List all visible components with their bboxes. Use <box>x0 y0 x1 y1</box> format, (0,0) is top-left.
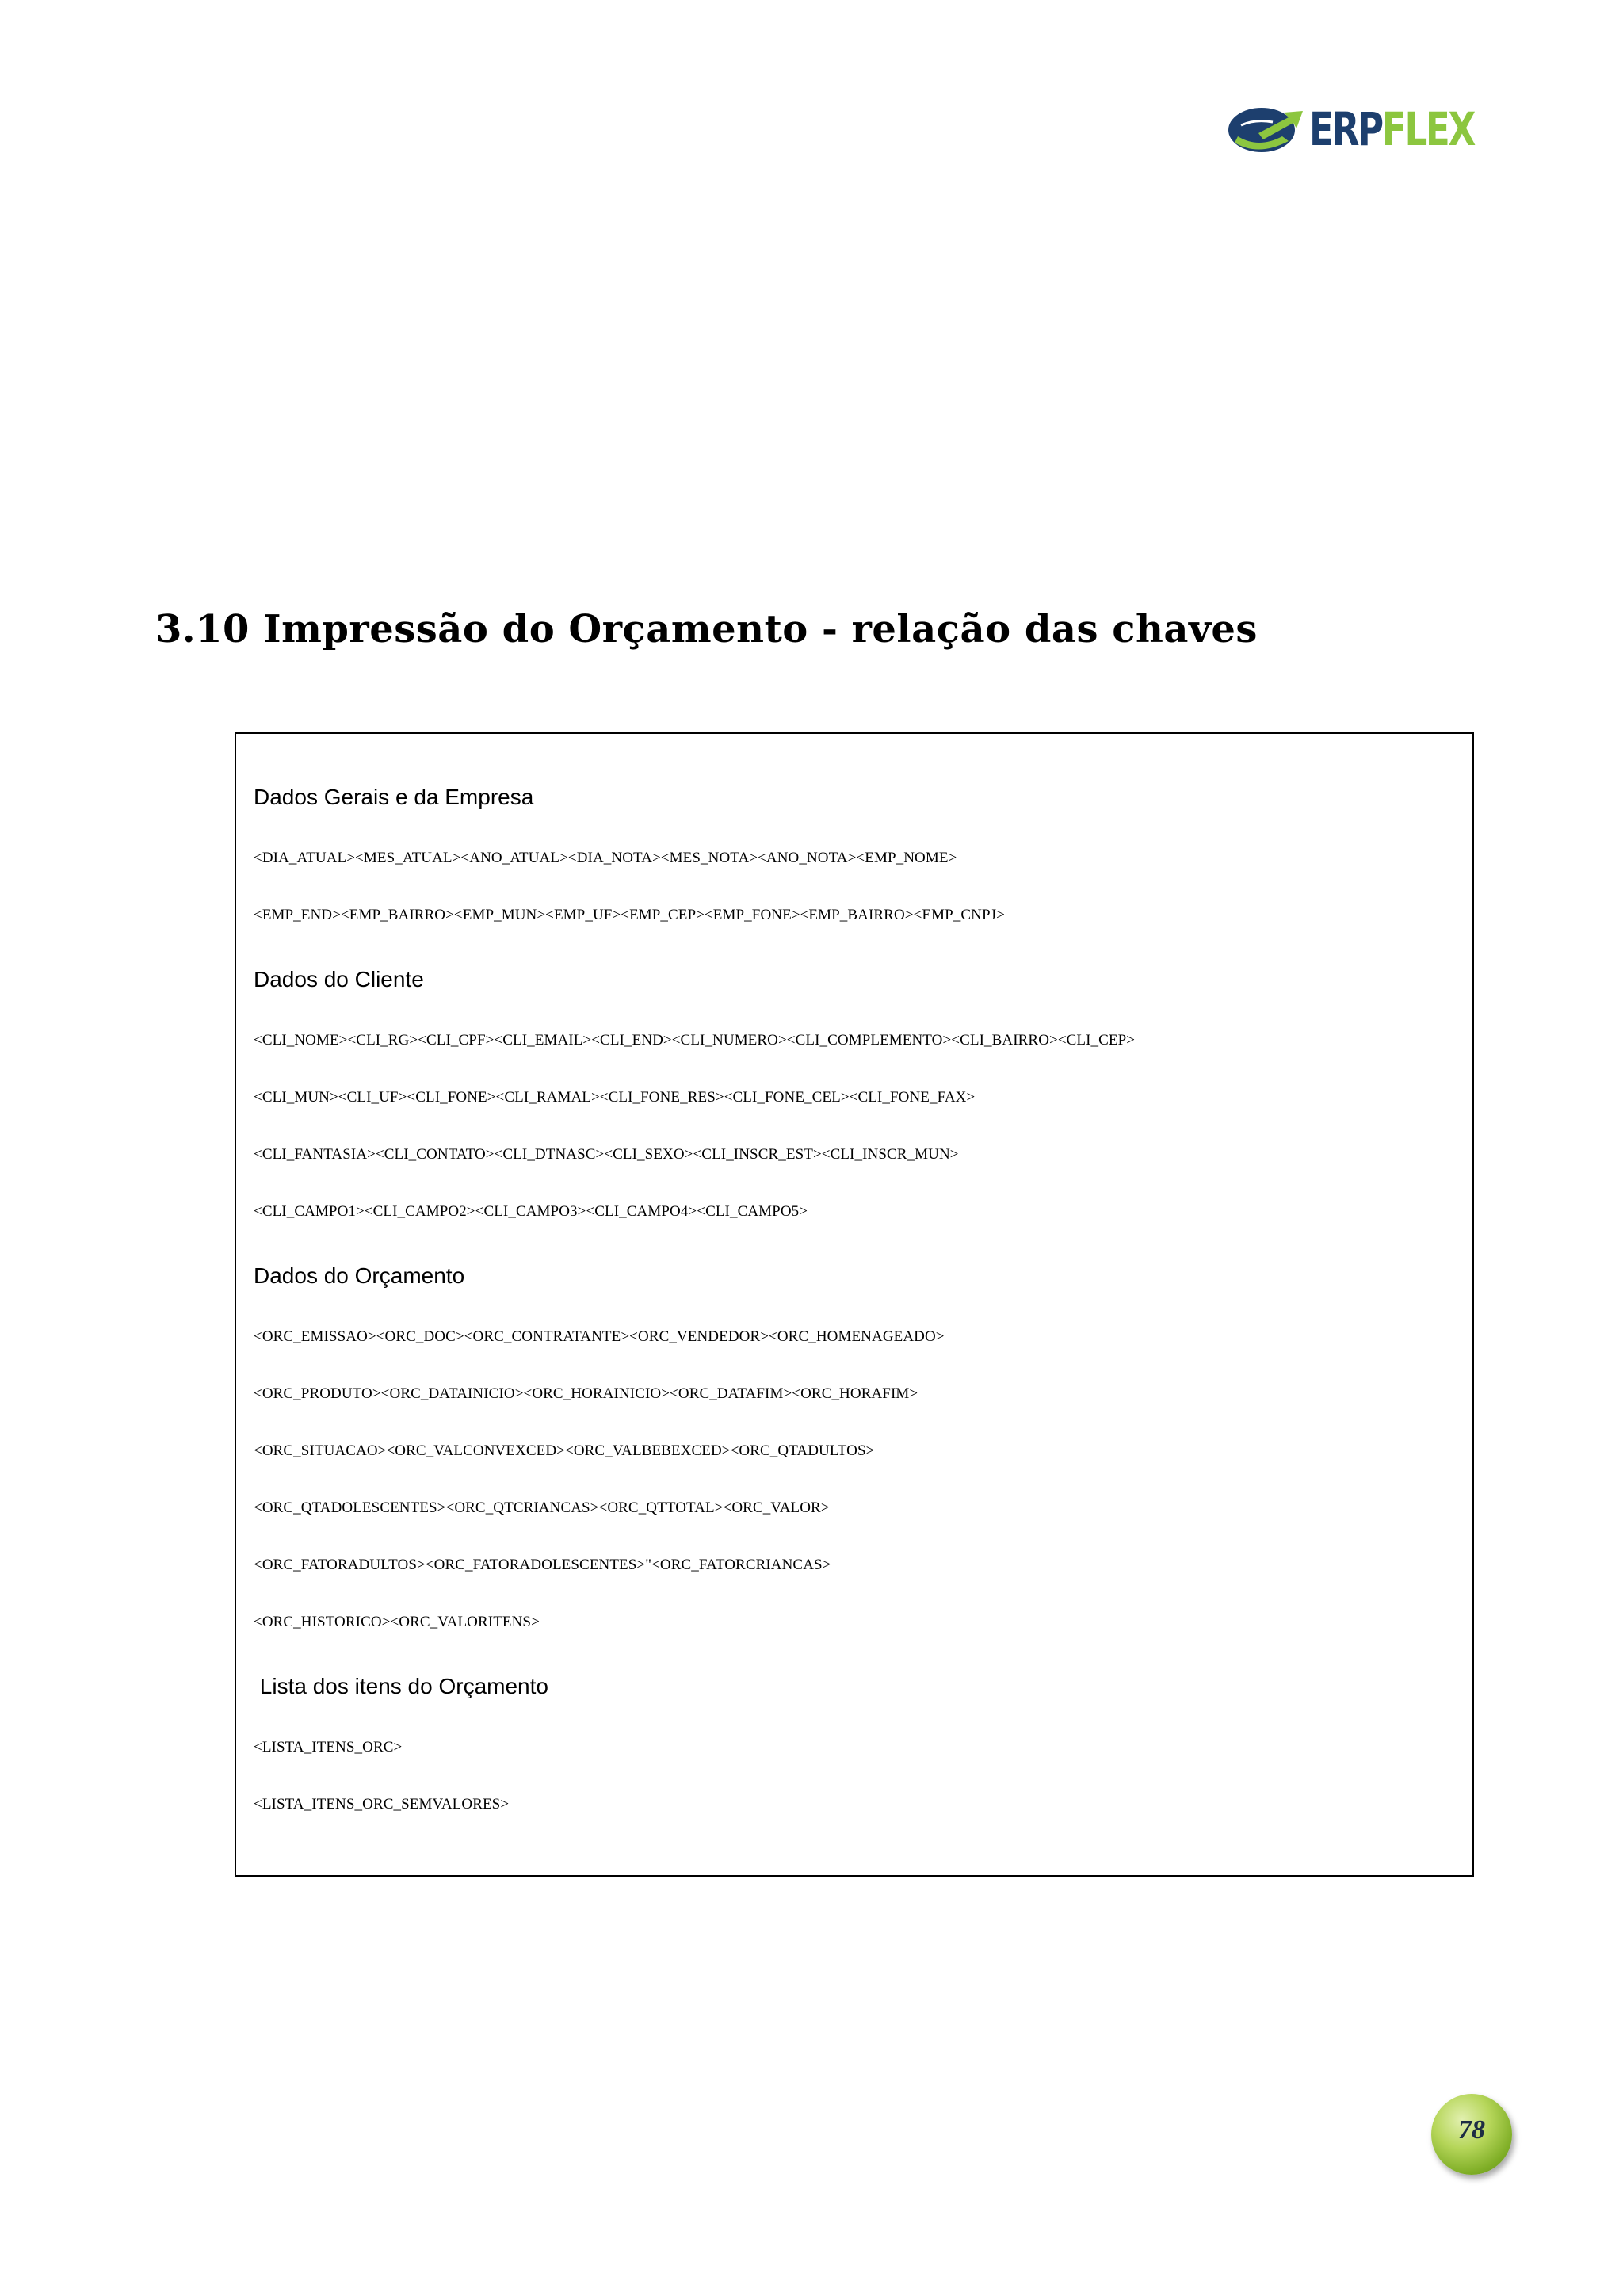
key-line: <ORC_FATORADULTOS><ORC_FATORADOLESCENTES>"<ORC_FATORCRIANCAS> <box>254 1557 831 1573</box>
key-line: <CLI_NOME><CLI_RG><CLI_CPF><CLI_EMAIL><CLI_END><CLI_NUMERO><CLI_COMPLEMENTO><CLI_BAIRRO><CLI_CEP> <box>254 1032 1136 1049</box>
erpflex-swoosh-icon <box>1227 101 1306 159</box>
key-line: <DIA_ATUAL><MES_ATUAL><ANO_ATUAL><DIA_NOTA><MES_NOTA><ANO_NOTA><EMP_NOME> <box>254 850 957 866</box>
key-line: <LISTA_ITENS_ORC> <box>254 1739 403 1755</box>
logo-wordmark <box>1309 103 1474 155</box>
keys-box <box>235 732 1474 1877</box>
section-title: 3.10 Impressão do Orçamento - relação das chaves <box>155 607 1258 651</box>
group-heading-budget: Dados do Orçamento <box>254 1263 465 1288</box>
page-number-badge <box>1431 2094 1512 2175</box>
key-line: <ORC_HISTORICO><ORC_VALORITENS> <box>254 1614 540 1630</box>
group-heading-general: Dados Gerais e da Empresa <box>254 785 534 809</box>
key-line: <ORC_PRODUTO><ORC_DATAINICIO><ORC_HORAINICIO><ORC_DATAFIM><ORC_HORAFIM> <box>254 1385 918 1402</box>
logo-text-erp: ERP <box>1309 102 1382 156</box>
key-line: <ORC_QTADOLESCENTES><ORC_QTCRIANCAS><ORC_QTTOTAL><ORC_VALOR> <box>254 1499 830 1516</box>
key-line: <CLI_FANTASIA><CLI_CONTATO><CLI_DTNASC><CLI_SEXO><CLI_INSCR_EST><CLI_INSCR_MUN> <box>254 1146 959 1163</box>
key-line: <EMP_END><EMP_BAIRRO><EMP_MUN><EMP_UF><EMP_CEP><EMP_FONE><EMP_BAIRRO><EMP_CNPJ> <box>254 907 1005 923</box>
key-line: <LISTA_ITENS_ORC_SEMVALORES> <box>254 1796 510 1813</box>
logo-text-flex: FLEX <box>1381 102 1475 156</box>
key-line: <CLI_CAMPO1><CLI_CAMPO2><CLI_CAMPO3><CLI_CAMPO4><CLI_CAMPO5> <box>254 1203 808 1220</box>
group-heading-items: Lista dos itens do Orçamento <box>254 1674 548 1698</box>
key-line: <ORC_SITUACAO><ORC_VALCONVEXCED><ORC_VALBEBEXCED><ORC_QTADULTOS> <box>254 1442 875 1459</box>
page-number: 78 <box>1458 2115 1485 2145</box>
key-line: <ORC_EMISSAO><ORC_DOC><ORC_CONTRATANTE><ORC_VENDEDOR><ORC_HOMENAGEADO> <box>254 1328 945 1345</box>
erpflex-logo <box>1227 101 1480 159</box>
key-line: <CLI_MUN><CLI_UF><CLI_FONE><CLI_RAMAL><CLI_FONE_RES><CLI_FONE_CEL><CLI_FONE_FAX> <box>254 1089 976 1106</box>
group-heading-client: Dados do Cliente <box>254 967 424 991</box>
